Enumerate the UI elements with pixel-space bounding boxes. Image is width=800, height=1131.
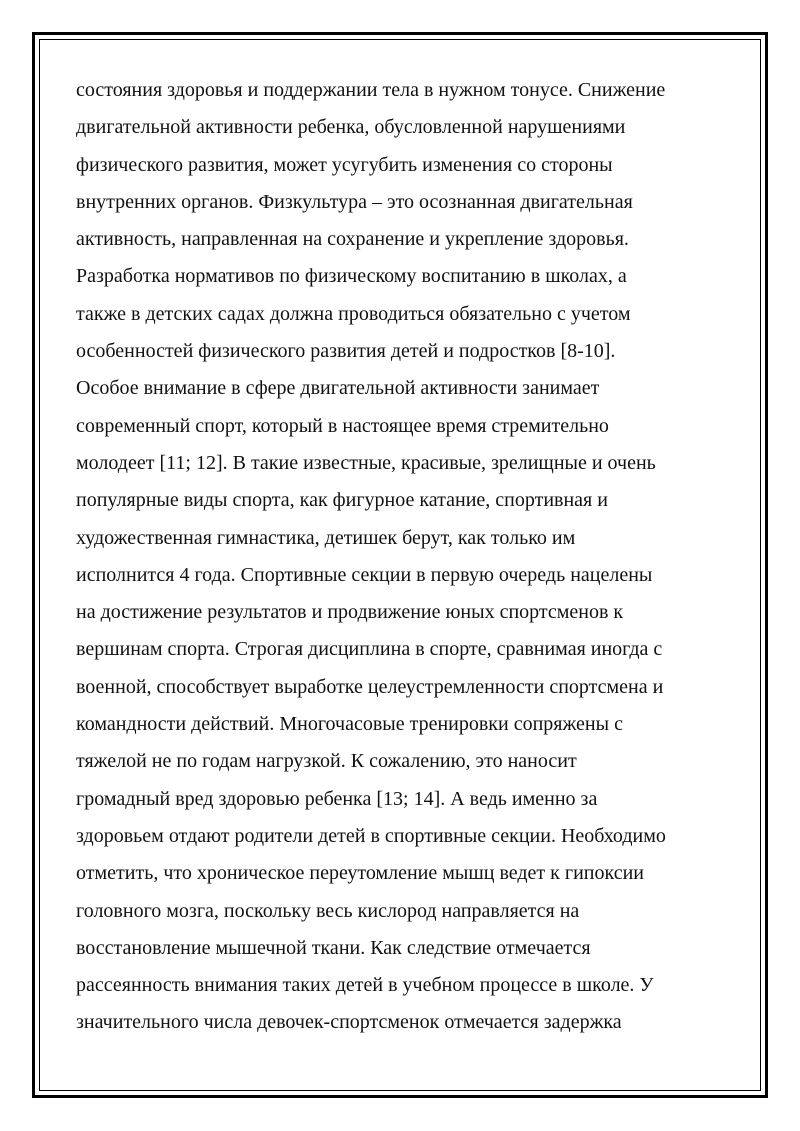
text-line-4: внутренних органов. Физкультура – это осознанная двигательная	[76, 190, 633, 213]
text-line-10: современный спорт, который в настоящее время стремительно	[76, 414, 609, 437]
text-line-9: Особое внимание в сфере двигательной активности занимает	[76, 377, 600, 400]
text-line-16: вершинам спорта. Строгая дисциплина в спорте, сравнимая иногда с	[76, 638, 663, 661]
text-line-12: популярные виды спорта, как фигурное катание, спортивная и	[76, 489, 608, 512]
text-line-1: состояния здоровья и поддержании тела в нужном тонусе. Снижение	[76, 79, 666, 101]
text-line-22: отметить, что хроническое переутомление мышц ведет к гипоксии	[76, 862, 644, 885]
text-line-21: здоровьем отдают родители детей в спортивные секции. Необходимо	[76, 824, 666, 847]
text-line-3: физического развития, может усугубить изменения со стороны	[76, 153, 613, 176]
text-line-6: Разработка нормативов по физическому воспитанию в школах, а	[76, 265, 627, 288]
text-line-11: молодеет [11; 12]. В такие известные, красивые, зрелищные и очень	[76, 451, 656, 474]
text-line-25: рассеянность внимания таких детей в учебном процессе в школе. У	[76, 974, 654, 997]
text-line-18: командности действий. Многочасовые тренировки сопряжены с	[76, 713, 623, 736]
text-line-2: двигательной активности ребенка, обусловленной нарушениями	[76, 116, 626, 139]
text-line-20: громадный вред здоровью ребенка [13; 14]. А ведь именно за	[76, 787, 598, 810]
text-line-19: тяжелой не по годам нагрузкой. К сожалению, это наносит	[76, 750, 577, 773]
text-line-13: художественная гимнастика, детишек берут, как только им	[76, 526, 576, 549]
text-line-17: военной, способствует выработке целеустремленности спортсмена и	[76, 675, 664, 698]
text-line-8: особенностей физического развития детей и подростков [8-10].	[76, 340, 616, 363]
text-line-23: головного мозга, поскольку весь кислород направляется на	[76, 899, 580, 922]
text-line-7: также в детских садах должна проводиться обязательно с учетом	[76, 302, 631, 325]
text-line-15: на достижение результатов и продвижение юных спортсменов к	[76, 601, 624, 624]
text-line-14: исполнится 4 года. Спортивные секции в первую очередь нацелены	[76, 563, 653, 586]
document-text-body	[76, 72, 726, 1042]
text-line-24: восстановление мышечной ткани. Как следствие отмечается	[76, 936, 591, 959]
text-line-26: значительного числа девочек-спортсменок отмечается задержка	[76, 1011, 622, 1034]
text-line-5: активность, направленная на сохранение и укрепление здоровья.	[76, 228, 629, 251]
